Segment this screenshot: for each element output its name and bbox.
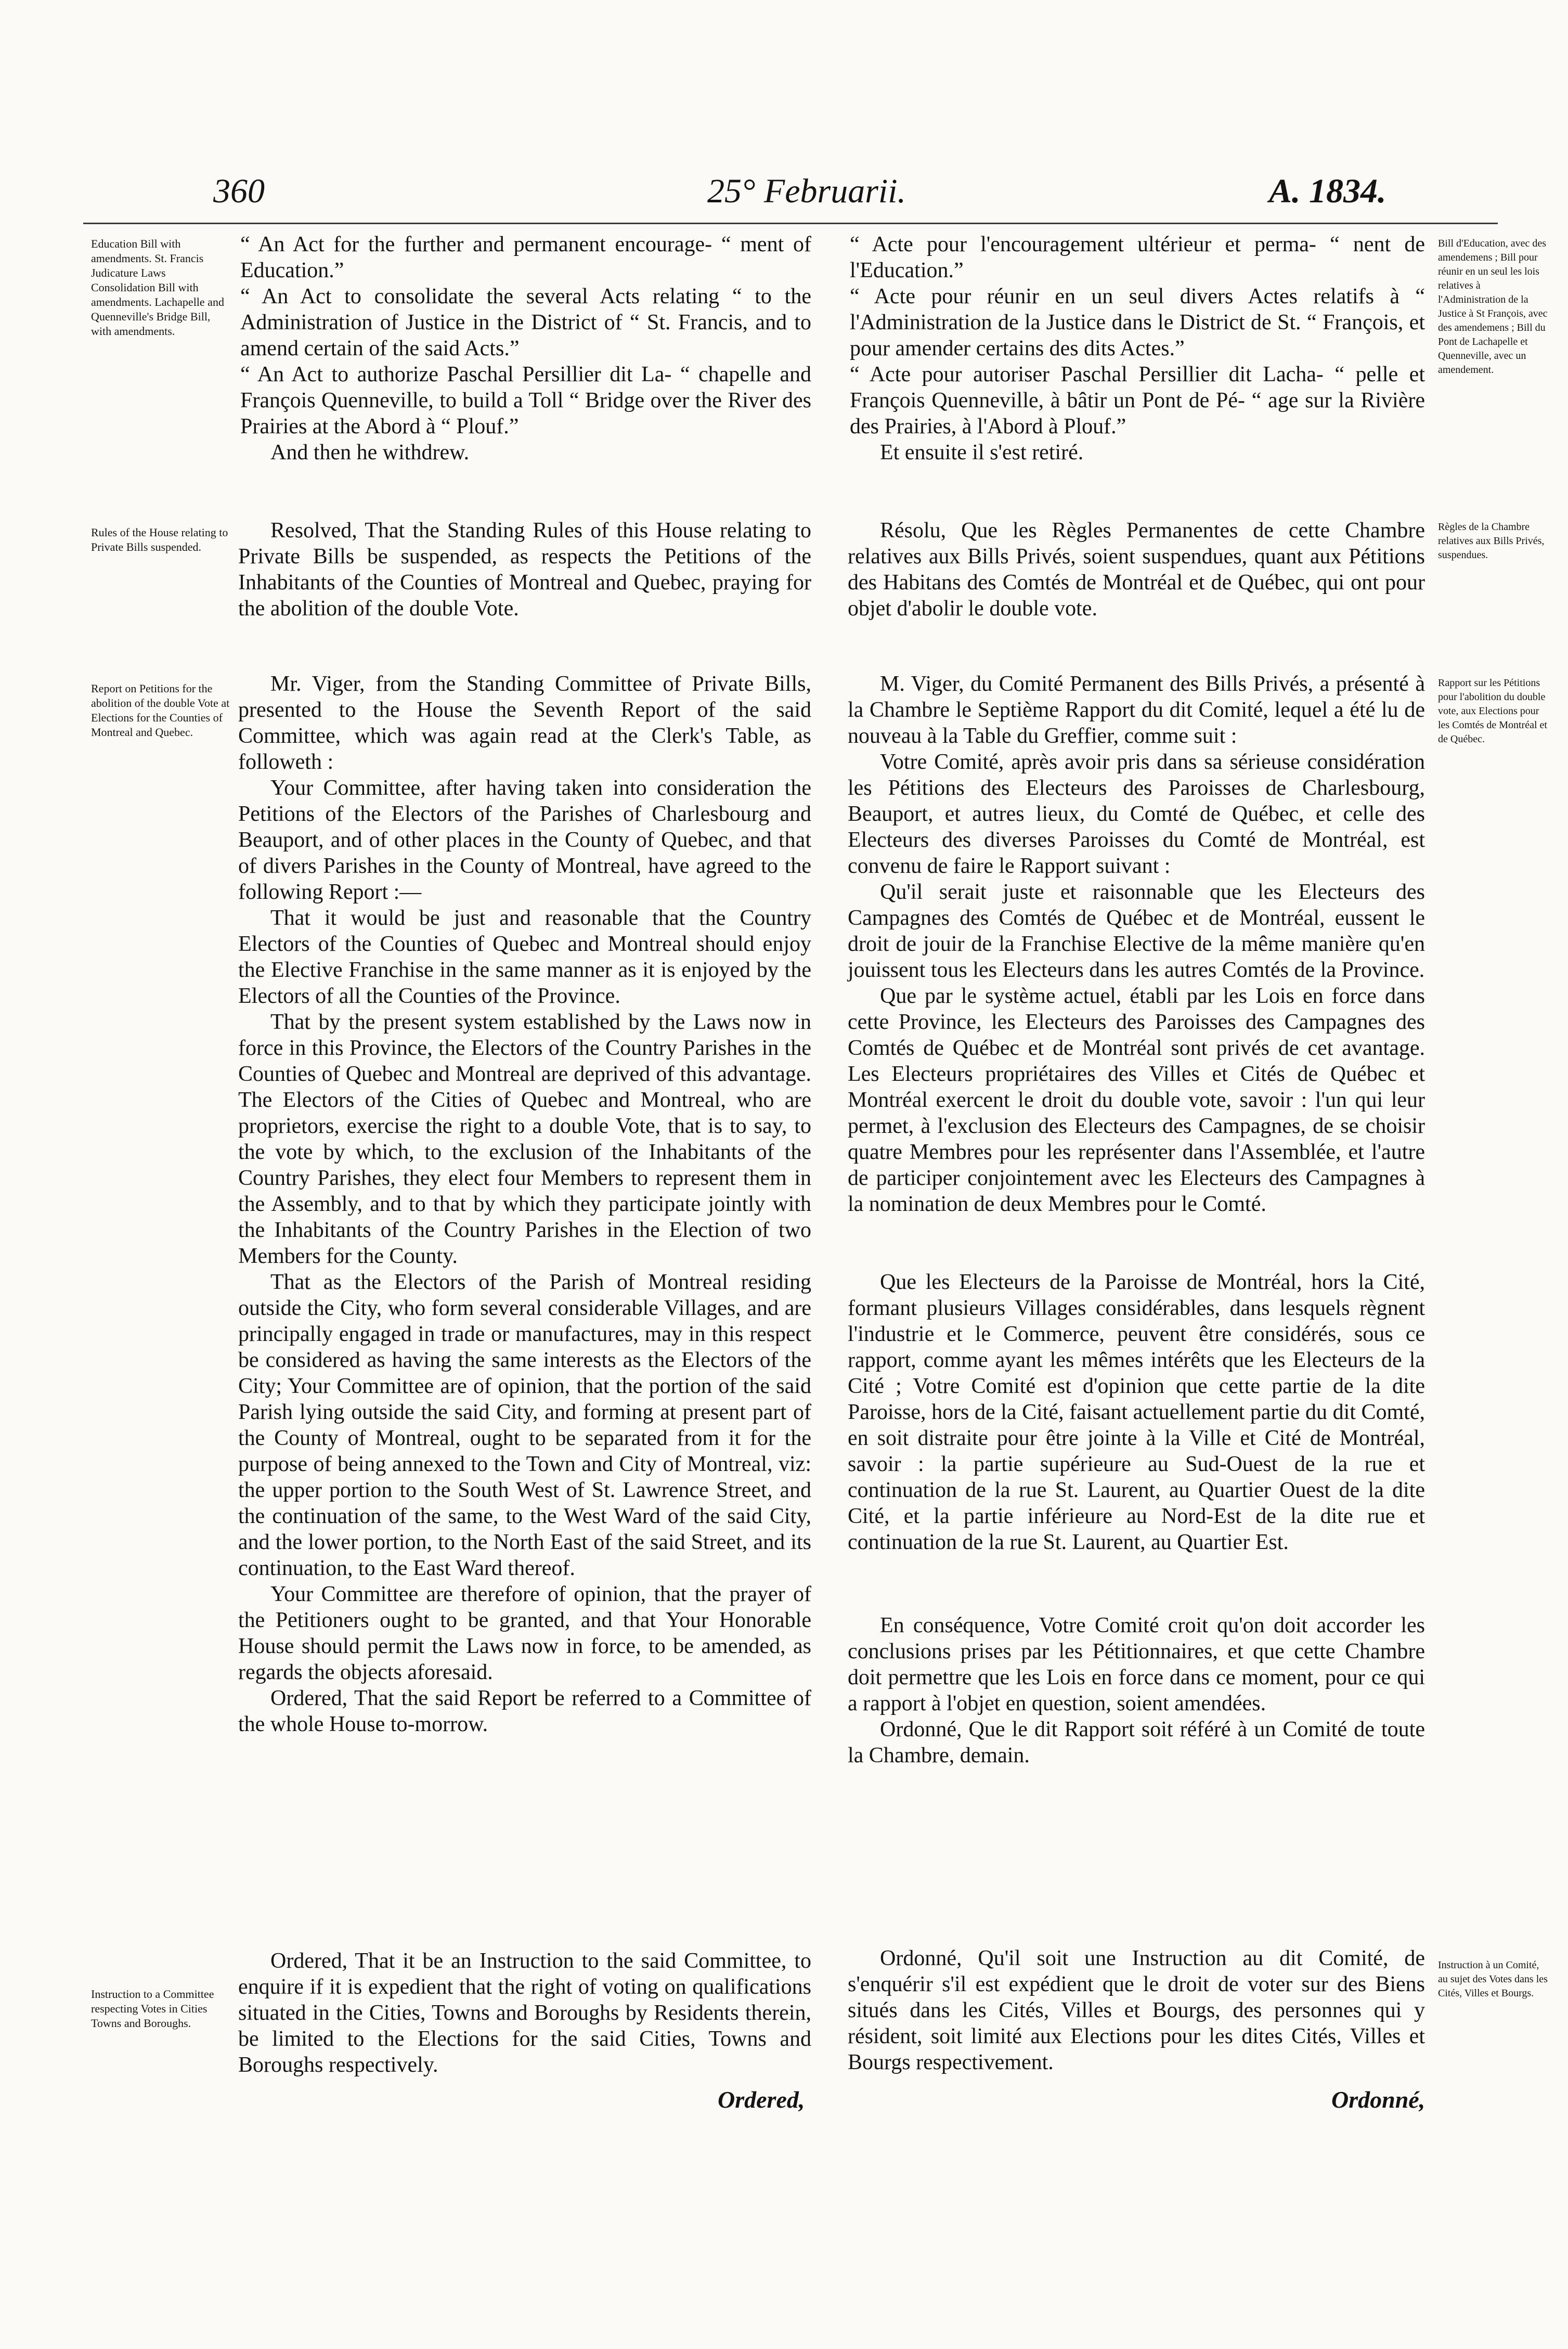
paragraph: En conséquence, Votre Comité croit qu'on doit accorder les conclusions prises par les Pétitionnaires, et que cette Chambre doit permettre que les Lois en force dans ce moment, pour ce qui a rapport à l'objet en question, soient amendées.	[848, 1614, 1425, 1715]
margin-note-en: Instruction to a Committee respecting Votes in Cities Towns and Boroughs.	[91, 1987, 214, 2030]
paragraph: Que par le système actuel, établi par les Lois en force dans cette Province, les Electeurs des Paroisses des Campagnes des Comtés de Québec et de Montréal sont privés de cet avantage. Les Electeurs propriétaires des Villes et Cités de Québec et Montréal exercent le droit du double vote, savoir : l'un qui leur permet, à l'exclusion des Electeurs des Campagnes, de se choisir quatre Membres pour les représenter dans l'Assemblée, et l'autre de participer conjointement avec les Electeurs des Campagnes à la nomination de deux Membres pour le Comté.	[848, 984, 1425, 1216]
paragraph: “ An Act to consolidate the several Acts relating “ to the Administration of Justice in the District of “ St. Francis, and to amend certain of the said Acts.”	[240, 285, 811, 360]
paragraph: M. Viger, du Comité Permanent des Bills Privés, a présenté à la Chambre le Septième Rapport du dit Comité, lequel a été lu de nouveau à la Table du Greffier, comme suit :	[848, 672, 1425, 748]
french-column	[848, 518, 1425, 622]
margin-note-en: Education Bill with amendments. St. Francis Judicature Laws Consolidation Bill with amendments. Lachapelle and Quenneville's Bridge Bill, with amendments.	[91, 237, 224, 338]
french-column	[848, 671, 1425, 1769]
english-column	[238, 671, 811, 1737]
paragraph: Mr. Viger, from the Standing Committee of Private Bills, presented to the House the Seventh Report of the said Committee, which was again read at the Clerk's Table, as followeth :	[238, 672, 811, 774]
catchword-fr: Ordonné,	[1331, 2086, 1426, 2113]
paragraph: Que les Electeurs de la Paroisse de Montréal, hors la Cité, formant plusieurs Villages considérables, dans lesquels règnent l'industrie et le Commerce, peuvent être considérés, sous ce rapport, comme ayant les mêmes intérêts que les Electeurs de la Cité ; Votre Comité est d'opinion que cette partie de la dite Paroisse, hors de la Cité, faisant actuellement partie du dit Comté, en soit distraite pour être jointe à la Ville et Cité de Montréal, savoir : la partie supérieure au Sud-Ouest de la rue et continuation de la rue St. Laurent, au Quartier Ouest de la dite Cité, et la partie inférieure au Nord-Est de la dite rue et continuation de la rue St. Laurent, au Quartier Est.	[848, 1270, 1425, 1554]
paragraph: Ordonné, Que le dit Rapport soit référé à un Comité de toute la Chambre, demain.	[848, 1718, 1425, 1767]
margin-note-en: Rules of the House relating to Private Bills suspended.	[91, 526, 228, 553]
header-date: 25° Februarii.	[707, 172, 906, 210]
catchword-en: Ordered,	[718, 2086, 805, 2113]
english-column	[238, 518, 811, 622]
french-column	[848, 231, 1425, 466]
header-year: A. 1834.	[1269, 172, 1386, 210]
paragraph: Ordonné, Qu'il soit une Instruction au dit Comité, de s'enquérir s'il est expédient que le droit de voter sur des Biens situés dans les Cités, Villes et Bourgs, des personnes qui y résident, soit limité aux Elections pour les dites Cités, Villes et Bourgs respectivement.	[848, 1946, 1425, 2074]
paragraph: Your Committee are therefore of opinion, that the prayer of the Petitioners ought to be granted, and that Your Honorable House should permit the Laws now in force, to be amended, as regards the objects aforesaid.	[238, 1582, 811, 1684]
english-column	[238, 231, 811, 466]
page-number: 360	[213, 172, 265, 210]
header-rule	[83, 223, 1498, 224]
paragraph: That it would be just and reasonable that the Country Electors of the Counties of Quebec and Montreal should enjoy the Elective Franchise in the same manner as it is enjoyed by the Electors of all the Counties of the Province.	[238, 906, 811, 1008]
margin-note-fr: Instruction à un Comité, au sujet des Votes dans les Cités, Villes et Bourgs.	[1438, 1959, 1548, 1999]
paragraph: That by the present system established by the Laws now in force in this Province, the Electors of the Country Parishes in the Counties of Quebec and Montreal are deprived of this advantage. The Electors of the Cities of Quebec and Montreal, who are proprietors, exercise the right to a double Vote, that is to say, to the vote by which, to the exclusion of the Inhabitants of the Country Parishes, they elect four Members to represent them in the Assembly, and to that by which they participate jointly with the Inhabitants of the Country Parishes in the Election of two Members for the County.	[238, 1010, 811, 1268]
paragraph: Your Committee, after having taken into consideration the Petitions of the Electors of the Parishes of Charlesbourg and Beauport, and of other places in the County of Quebec, and that of divers Parishes in the County of Montreal, have agreed to the following Report :—	[238, 776, 811, 904]
paragraph: “ Acte pour réunir en un seul divers Actes relatifs à “ l'Administration de la Justice dans le District de St. “ François, et pour amender certains des dits Actes.”	[850, 285, 1425, 360]
french-column	[848, 1945, 1425, 2075]
paragraph: And then he withdrew.	[270, 441, 470, 464]
english-column	[238, 1948, 811, 2078]
margin-note-fr: Règles de la Chambre relatives aux Bills Privés, suspendues.	[1438, 521, 1545, 561]
paragraph: That as the Electors of the Parish of Montreal residing outside the City, who form several considerable Villages, and are principally engaged in trade or manufactures, may in this respect be considered as having the same interests as the Electors of the City; Your Committee are of opinion, that the portion of the said Parish lying outside the said City, and forming at present part of the County of Montreal, ought to be separated from it for the purpose of being annexed to the Town and City of Montreal, viz: the upper portion to the South West of St. Lawrence Street, and the continuation of the same, to the West Ward of the said City, and the lower portion, to the North East of the said Street, and its continuation, to the East Ward thereof.	[238, 1270, 811, 1580]
margin-note-fr: Bill d'Education, avec des amendemens ; Bill pour réunir en un seul les lois relatives à l'Administration de la Justice à St François, avec des amendemens ; Bill du Pont de Lachapelle et Quenneville, avec un amendement.	[1438, 238, 1548, 376]
paragraph: “ Acte pour l'encouragement ultérieur et perma- “ nent de l'Education.”	[850, 233, 1425, 282]
paragraph: Ordered, That it be an Instruction to the said Committee, to enquire if it is expedient that the right of voting on qualifications situated in the Cities, Towns and Boroughs by Residents therein, be limited to the Elections for the said Cities, Towns and Boroughs respectively.	[238, 1949, 811, 2077]
paragraph: Ordered, That the said Report be referred to a Committee of the whole House to-morrow.	[238, 1686, 811, 1736]
paragraph: Et ensuite il s'est retiré.	[880, 441, 1084, 464]
paragraph: “ An Act to authorize Paschal Persillier dit La- “ chapelle and François Quenneville, to build a Toll “ Bridge over the River des Prairies at the Abord à “ Plouf.”	[240, 363, 811, 438]
paragraph: “ An Act for the further and permanent encourage- “ ment of Education.”	[240, 233, 811, 282]
paragraph: Resolved, That the Standing Rules of this House relating to Private Bills be suspended, as respects the Petitions of the Inhabitants of the Counties of Montreal and Quebec, praying for the abolition of the double Vote.	[238, 519, 811, 621]
paragraph: “ Acte pour autoriser Paschal Persillier dit Lacha- “ pelle et François Quenneville, à bâtir un Pont de Pé- “ age sur la Rivière des Prairies, à l'Abord à Plouf.”	[850, 363, 1425, 438]
margin-note-en: Report on Petitions for the abolition of the double Vote at Elections for the Counties of Montreal and Quebec.	[91, 682, 230, 739]
paragraph: Résolu, Que les Règles Permanentes de cette Chambre relatives aux Bills Privés, soient suspendues, quant aux Pétitions des Habitans des Comtés de Montréal et de Québec, qui ont pour objet d'abolir le double vote.	[848, 519, 1425, 621]
paragraph: Qu'il serait juste et raisonnable que les Electeurs des Campagnes des Comtés de Québec et de Montréal, eussent le droit de jouir de la Franchise Elective de la même manière qu'en jouissent tous les Electeurs dans les autres Comtés de la Province.	[848, 880, 1425, 982]
margin-note-fr: Rapport sur les Pétitions pour l'abolition du double vote, aux Elections pour les Comtés de Montréal et de Québec.	[1438, 677, 1547, 745]
paragraph: Votre Comité, après avoir pris dans sa sérieuse considération les Pétitions des Electeurs des Paroisses de Charlesbourg, Beauport, et autres lieux, du Comté de Québec, et celle des Electeurs des diverses Paroisses du Comté de Montréal, est convenu de faire le Rapport suivant :	[848, 750, 1425, 878]
